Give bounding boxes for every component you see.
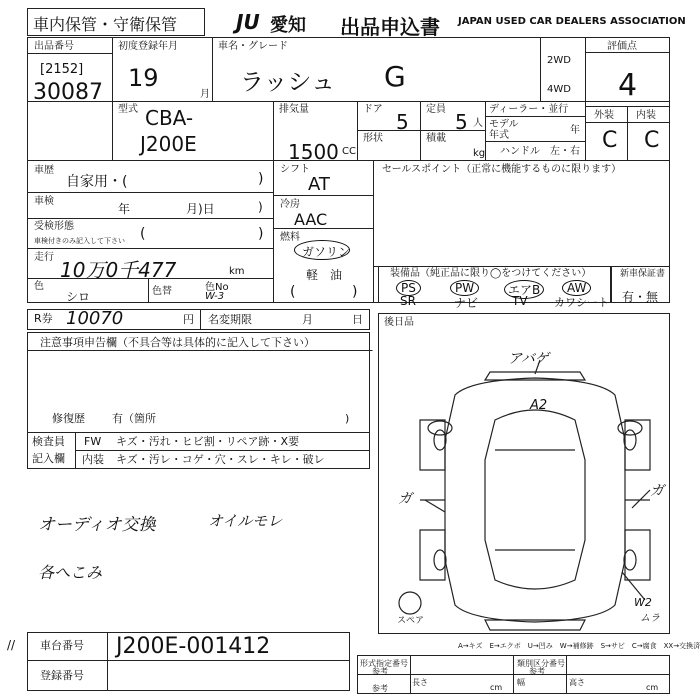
model-year-label: モデル: [489, 119, 519, 130]
mileage-label: 走行: [34, 252, 54, 263]
diagram-w2-label: W2: [634, 596, 652, 609]
inspector-row1-label: FW: [84, 435, 102, 448]
fuel-open: (: [290, 284, 296, 300]
history-value: 自家用・(: [66, 174, 128, 190]
footer-length-unit: cm: [490, 683, 503, 692]
registration-label: 初度登録年月: [118, 41, 178, 52]
rating-interior: C: [644, 128, 660, 153]
inspector-note-oil: オイルモレ: [208, 512, 283, 530]
footer-ref-label: 参考: [372, 684, 388, 693]
rating-score: 4: [618, 68, 638, 103]
recycle-yen: 円: [183, 313, 194, 326]
diagram-left-note: ガ: [398, 491, 412, 507]
displacement-value: 1500: [288, 140, 339, 164]
footer-width-label: 幅: [517, 678, 525, 687]
inspector-note-dents: 各へこみ: [38, 563, 103, 582]
shape-label: 形状: [363, 133, 383, 144]
equipment-item-aw: AW: [562, 280, 591, 296]
capacity-value: 5: [455, 110, 468, 134]
repair-history-value: 有（箇所: [112, 412, 156, 425]
footer-height-unit: cm: [646, 683, 659, 692]
equipment-item-pw: PW: [450, 280, 479, 296]
acceptance-close: ): [258, 226, 264, 242]
drive-2wd: 2WD: [547, 55, 571, 66]
model-year-unit: 年: [570, 125, 580, 136]
color-code-label: 色No: [205, 282, 229, 293]
form-title: 出品申込書: [340, 15, 440, 39]
inspection-label: 車検: [34, 196, 54, 207]
footer-length-label: 長さ: [412, 678, 428, 687]
equipment-item-sr: SR: [400, 294, 416, 308]
margin-mark: //: [7, 638, 16, 652]
color-change-label: 色替: [152, 286, 172, 297]
drive-4wd: 4WD: [547, 84, 571, 95]
model-label: 車名・グレード: [218, 41, 288, 52]
displacement-unit: CC: [342, 146, 356, 157]
diagram-right-note: ガ: [650, 483, 664, 499]
model-grade: G: [384, 60, 406, 93]
footer-col2-sub: 参考: [529, 667, 545, 676]
door-value: 5: [396, 110, 409, 134]
acceptance-label: 受検形態: [34, 221, 74, 232]
lot-sub-number: [2152]: [40, 62, 84, 77]
capacity-label: 定員: [426, 104, 446, 115]
name-change-month: 月: [302, 313, 313, 326]
rating-interior-label: 内装: [636, 110, 656, 121]
type-value-1: CBA-: [145, 106, 194, 130]
footer-col1-title: 形式指定番号: [360, 659, 408, 668]
inspection-year: 年: [118, 202, 131, 216]
handle-label: ハンドル: [500, 146, 540, 157]
footer-col2-title: 類別区分番号: [517, 659, 565, 668]
ac-label: 冷房: [280, 199, 300, 210]
diagram-legend: A→キズ E→エクボ U→凹み W→補修跡 S→サビ C→腐食 XX→交換済: [458, 642, 700, 650]
model-year-label-2: 年式: [489, 130, 509, 141]
displacement-label: 排気量: [279, 104, 309, 115]
capacity-unit: 人: [473, 118, 483, 129]
fuel-label: 燃料: [280, 232, 300, 243]
shift-value: AT: [308, 174, 330, 195]
fuel-diesel: 軽 油: [306, 268, 343, 282]
acceptance-open: (: [140, 226, 146, 242]
equipment-item-tv: TV: [512, 294, 528, 308]
org-name: 愛知: [270, 15, 306, 36]
equipment-item-navi: ナビ: [454, 296, 479, 310]
rating-exterior-label: 外装: [594, 110, 614, 121]
diagram-top-note: アバゲ: [508, 351, 549, 367]
inspector-label-1: 検査員: [32, 435, 65, 448]
registration-year: 19: [128, 64, 159, 92]
inspector-row2-items: キズ・汚レ・コゲ・穴・スレ・キレ・破レ: [116, 453, 325, 466]
history-close: ): [258, 171, 264, 187]
lot-number: 30087: [33, 80, 103, 105]
repair-history-label: 修復歴: [52, 412, 85, 425]
rating-label: 評価点: [607, 41, 637, 52]
color-code: W-3: [205, 291, 225, 302]
registration-number-label: 登録番号: [40, 669, 84, 682]
inspector-label-2: 記入欄: [32, 452, 65, 465]
name-change-day: 日: [352, 313, 363, 326]
diagram-a2-label: A2: [530, 398, 548, 413]
model-name: ラッシュ: [240, 68, 336, 96]
door-label: ドア: [363, 104, 383, 115]
inspector-row2-label: 内装: [82, 453, 104, 466]
type-value-2: J200E: [140, 132, 197, 156]
fuel-gasoline: ガソリン: [302, 245, 351, 259]
load-unit: kg: [473, 148, 486, 159]
acceptance-sub: 車検付きのみ記入して下さい: [34, 237, 125, 245]
rear-goods-label: 後日品: [384, 317, 414, 328]
footer-height-label: 高さ: [569, 678, 585, 687]
chassis-label: 車台番号: [40, 639, 84, 652]
equipment-item-airbag: エアB: [504, 280, 544, 299]
ac-value: AAC: [294, 210, 328, 229]
sales-points-label: セールスポイント（正常に機能するものに限ります）: [382, 164, 622, 175]
inspector-note-audio: オーディオ交換: [38, 515, 156, 535]
recycle-label: R券: [34, 312, 53, 325]
diagram-spare-label: スペア: [397, 616, 425, 626]
org-english: JAPAN USED CAR DEALERS ASSOCIATION: [458, 16, 686, 27]
color-value: シロ: [66, 290, 91, 304]
chassis-value: J200E-001412: [116, 634, 271, 659]
equipment-item-leather-seat: カワシート: [554, 296, 609, 309]
repair-history-close: ): [345, 412, 350, 425]
mileage-unit: km: [229, 266, 245, 277]
type-label: 型式: [118, 104, 138, 115]
load-label: 積載: [426, 133, 446, 144]
color-label: 色: [34, 281, 44, 292]
lot-label: 出品番号: [34, 41, 74, 52]
history-label: 車歴: [34, 165, 54, 176]
inspection-month-day: 月)日: [186, 202, 215, 216]
warranty-label: 新車保証書: [620, 269, 666, 279]
handle-options: 左・右: [550, 146, 580, 157]
rating-exterior: C: [602, 128, 618, 153]
registration-month-unit: 月: [200, 89, 210, 100]
remarks-label: 注意事項申告欄（不具合等は具体的に記入して下さい）: [40, 336, 315, 349]
fuel-close: ): [352, 284, 358, 300]
inspector-row1-items: キズ・汚れ・ヒビ割・リペア跡・X要: [116, 435, 300, 448]
storage-title: 車内保管・守衛保管: [33, 15, 178, 34]
footer-col1-sub: 参考: [372, 667, 388, 676]
ju-logo: JU: [236, 10, 260, 34]
warranty-options: 有・無: [622, 290, 659, 304]
equipment-label: 装備品（純正品に限り◯をつけてください）: [390, 268, 592, 279]
inspection-close: ): [258, 200, 263, 214]
shift-label: シフト: [280, 164, 310, 175]
mileage-value: 10万0千477: [60, 258, 177, 282]
dealer-label: ディーラー・並行: [489, 104, 569, 115]
diagram-w2-sub: ムラ: [640, 613, 660, 624]
name-change-label: 名変期限: [208, 313, 252, 326]
equipment-item-ps: PS: [396, 280, 421, 296]
recycle-value: 10070: [66, 308, 124, 329]
